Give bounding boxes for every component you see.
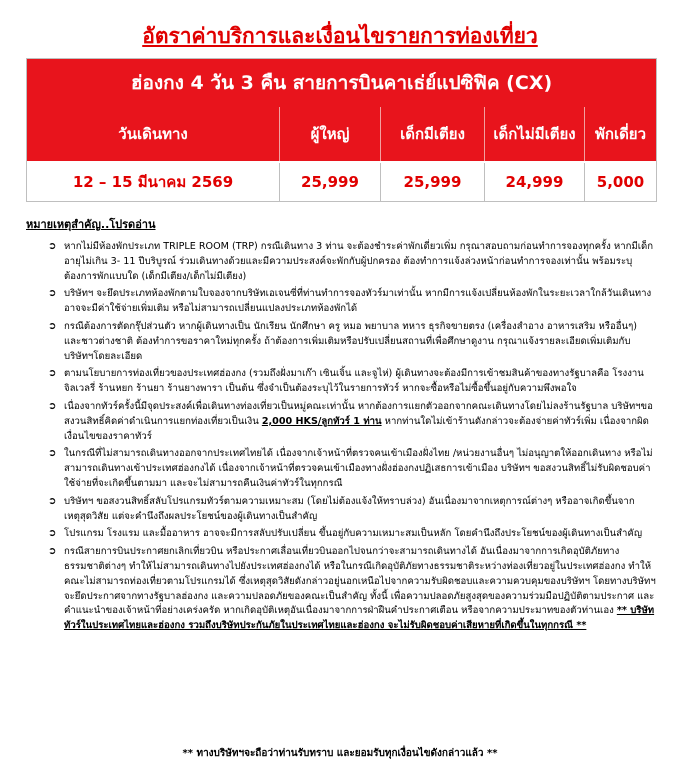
note-item: ➲ ในกรณีที่ไม่สามารถเดินทางออกจากประเทศไทยได้ เนื่องจากเจ้าหน้าที่ตรวจคนเข้าเมืองฝั่งไทย /หน่วยงานอื่นๆ ไม่อนุญาตให้ออกเดินทาง หรือไม่สามารถเดินทางเข้าประเทศฮ่องกงได้ เนื่องจากเจ้าหน้าที่ตรวจคนเข้าเมืองทางฝั่งฮ่องกงปฏิเสธการเข้าเมือง บริษัทฯ ขอสงวนสิทธิ์ไม่รับผิดชอบค่าใช้จ่ายที่จะเกิดขึ้นตามมา และจะไม่สามารถคืนเงินค่าทัวร์ในทุกกรณี — [48, 448, 653, 489]
header-child-no-bed: เด็กไม่มีเตียง — [484, 107, 584, 161]
arrow-icon: ➲ — [48, 448, 57, 460]
arrow-icon: ➲ — [48, 320, 57, 332]
disclaimer-highlight: ** บริษัททัวร์ในประเทศไทยและฮ่องกง รวมถึงบริษัทประกันภัยในประเทศไทยและฮ่องกง จะไม่รับผิดชอบค่าเสียหายที่เกิดขึ้นในทุกกรณี ** — [64, 605, 655, 632]
note-item: ➲ หากไม่มีห้องพักประเภท TRIPLE ROOM (TRP) กรณีเดินทาง 3 ท่าน จะต้องชำระค่าพักเดี่ยวเพิ่ม กรุณาสอบถามก่อนทำการจองทุกครั้ง หากมีเด็กอายุไม่เกิน 3- 11 ปีบริบูรณ์ ร่วมเดินทางด้วยและมีความประสงค์จะพักกับผู้ปกครอง ต้องทำการแจ้งล่วงหน้าก่อนทำการจองเท่านั้น พร้อมระบุต้องการพักแบบใด (เด็กมีเตียง/เด็กไม่มีเตียง) — [48, 241, 654, 282]
arrow-icon: ➲ — [48, 546, 57, 558]
note-item: ➲ กรณีต้องการตัดกรุ๊ปส่วนตัว หากผู้เดินทางเป็น นักเรียน นักศึกษา ครู หมอ พยาบาล ทหาร ธุรกิจขายตรง (เครื่องสำอาง อาหารเสริม หรืออื่นๆ) และชาวต่างชาติ ต้องทำการขอราคาใหม่ทุกครั้ง ถ้าต้องการเพิ่มเติมหรือปรับเปลี่ยนสถานที่เพื่อศึกษาดูงาน กรุณาแจ้งรายละเอียดเพิ่มเติมกับบริษัทฯโดยละเอียด — [48, 320, 637, 362]
header-adult: ผู้ใหญ่ — [279, 107, 380, 161]
header-child-bed: เด็กมีเตียง — [380, 107, 484, 161]
price-table — [26, 58, 657, 202]
arrow-icon: ➲ — [48, 368, 57, 380]
arrow-icon: ➲ — [48, 400, 57, 412]
cell-date: 12 – 15 มีนาคม 2569 — [27, 163, 279, 201]
cell-child-no-bed-price: 24,999 — [484, 163, 584, 201]
arrow-icon: ➲ — [48, 288, 57, 300]
arrow-icon: ➲ — [48, 495, 57, 507]
arrow-icon: ➲ — [48, 241, 57, 252]
fee-highlight: 2,000 HKS/ลูกทัวร์ 1 ท่าน — [261, 415, 382, 427]
note-item: ➲ เนื่องจากทัวร์ครั้งนี้มีจุดประสงค์เพื่อเดินทางท่องเที่ยวเป็นหมู่คณะเท่านั้น หากต้องการแยกตัวออกจากคณะเดินทางโดยไม่ลงร้านรัฐบาล บริษัทฯขอสงวนสิทธิ์คิดค่าดำเนินการแยกท่องเที่ยวเป็นเงิน 2,000 HKS/ลูกทัวร์ 1 ท่าน หากท่านใดไม่เข้าร้านดังกล่าวจะต้องจ่ายค่าทัวร์เพิ่ม เนื่องจากผิดเงื่อนไขของราคาทัวร์ — [48, 400, 653, 442]
remarks-title: หมายเหตุสำคัญ..โปรดอ่าน — [26, 218, 156, 231]
note-item: ➲ กรณีสายการบินประกาศยกเลิกเที่ยวบิน หรือประกาศเลื่อนเที่ยวบินออกไปจนกว่าจะสามารถเดินทางได้ อันเนื่องมาจากการเกิดอุบัติภัยทางธรรมชาติต่างๆ ทำให้ไม่สามารถเดินทางไปยังประเทศฮ่องกงได้ หรือในกรณีเกิดอุบัติภัยทางธรรมชาติระหว่างท่องเที่ยวอยู่ในประเทศฮ่องกง ทำให้คณะไม่สามารถท่องเที่ยวตามโปรแกรมได้ ซึ่งเหตุสุดวิสัยดังกล่าวอยู่นอกเหนือไปจากความรับผิดชอบและความควบคุมของบริษัทฯ โดยทางบริษัทฯ จะยึดประกาศจากทางรัฐบาลฮ่องกง และความปลอดภัยของคณะเป็นสำคัญ ทั้งนี้ เพื่อความปลอดภัยสูงสุดของความร่วมมือปฏิบัติตามประกาศ และคำแนะนำของเจ้าหน้าที่อย่างเคร่งครัด หากเกิดอุบัติเหตุอันเนื่องมาจากการฝ่าฝืนคำประกาศเตือน หรือจากความประมาทของตัวท่านเอง ** บริษัททัวร์ในประเทศไทยและฮ่องกง รวมถึงบริษัทประกันภัยในประเทศไทยและฮ่องกง จะไม่รับผิดชอบค่าเสียหายที่เกิดขึ้นในทุกกรณี ** — [48, 546, 656, 632]
page-title: อัตราค่าบริการและเงื่อนไขรายการท่องเที่ยว — [142, 24, 538, 48]
cell-single-price: 5,000 — [584, 163, 656, 201]
header-single: พักเดี่ยว — [584, 107, 656, 161]
notes-list — [26, 240, 657, 637]
cell-adult-price: 25,999 — [279, 163, 380, 201]
header-date: วันเดินทาง — [27, 107, 279, 161]
arrow-icon: ➲ — [48, 528, 57, 540]
note-item: ➲ โปรแกรม โรงแรม และมื้ออาหาร อาจจะมีการสลับปรับเปลี่ยน ขึ้นอยู่กับความเหมาะสมเป็นหลัก โดยคำนึงถึงประโยชน์ของผู้เดินทางเป็นสำคัญ — [26, 527, 657, 542]
program-title: ฮ่องกง 4 วัน 3 คืน สายการบินคาเธ่ย์แปซิฟิค (CX) — [27, 59, 656, 107]
footer-acknowledgement: ** ทางบริษัทฯจะถือว่าท่านรับทราบ และยอมรับทุกเงื่อนไขดังกล่าวแล้ว ** — [182, 748, 498, 759]
note-item: ➲ บริษัทฯ จะยึดประเภทห้องพักตามใบจองจากบริษัทเอเจนซี่ที่ท่านทำการจองทัวร์มาเท่านั้น หากมีการแจ้งเปลี่ยนห้องพักในระยะเวลาใกล้วันเดินทาง อาจจะมีค่าใช้จ่ายเพิ่มเติม หรือไม่สามารถเปลี่ยนแปลงประเภทห้องพักได้ — [48, 288, 652, 315]
note-item: ➲ ตามนโยบายการท่องเที่ยวของประเทศฮ่องกง (รวมถึงฝั่งมาเก๊า เซินเจิ้น และจูไห่) ผู้เดินทางจะต้องมีการเข้าชมสินค้าของทางรัฐบาลคือ โรงงานจิลเวลรี่ ร้านหยก ร้านยา ร้านยางพารา เป็นต้น ซึ่งจำเป็นต้องระบุไว้ในรายการทัวร์ หากจะซื้อหรือไม่ซื้อขึ้นอยู่กับความพึงพอใจ — [48, 368, 644, 395]
note-item: ➲ บริษัทฯ ขอสงวนสิทธิ์สลับโปรแกรมทัวร์ตามความเหมาะสม (โดยไม่ต้องแจ้งให้ทราบล่วง) อันเนื่องมาจากเหตุการณ์ต่างๆ หรืออาจเกิดขึ้นจากเหตุสุดวิสัย แต่จะคำนึงถึงผลประโยชน์ของผู้เดินทางเป็นสำคัญ — [48, 495, 635, 522]
cell-child-bed-price: 25,999 — [380, 163, 484, 201]
